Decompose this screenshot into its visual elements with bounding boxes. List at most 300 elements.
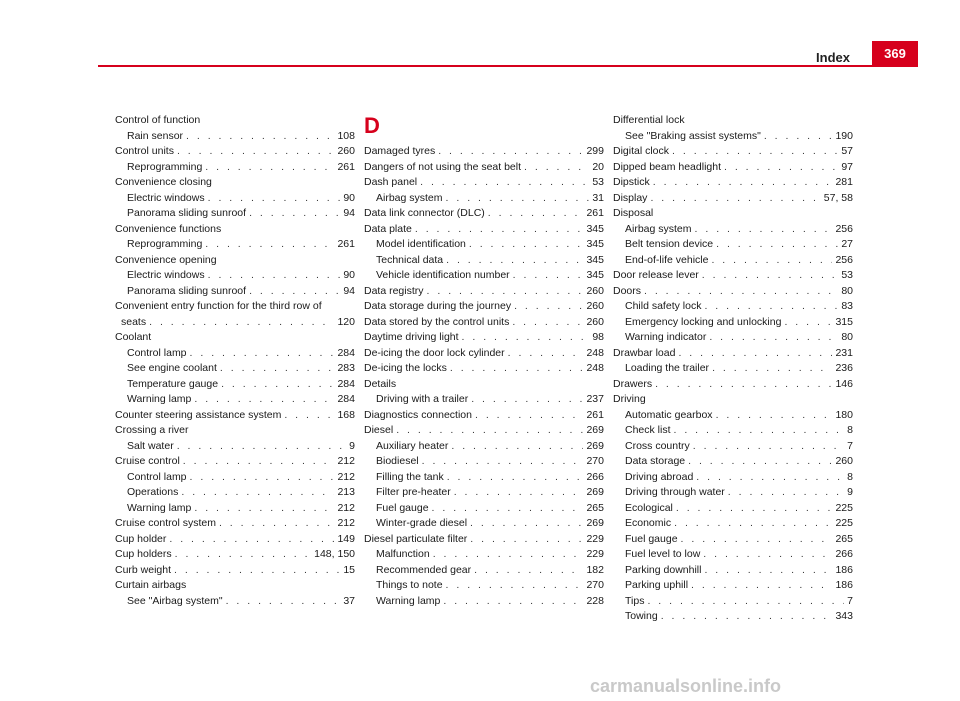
index-entry-label: Diesel particulate filter xyxy=(364,532,468,545)
leader-dots xyxy=(724,160,838,176)
index-entry-label: Economic xyxy=(625,517,672,529)
page-title: Index xyxy=(816,50,850,65)
index-entry-label: Daytime driving light xyxy=(364,331,459,343)
index-entry xyxy=(364,408,604,424)
index-entry-page: 343 xyxy=(835,610,853,622)
index-entry-page: 237 xyxy=(586,393,604,405)
index-entry-page: 345 xyxy=(586,269,604,281)
index-entry-label: Recommended gear xyxy=(376,563,472,576)
index-entry-label: Driving through water xyxy=(625,486,725,498)
leader-dots xyxy=(784,315,832,331)
index-entry-page: 180 xyxy=(835,408,853,421)
index-entry-label: Control lamp xyxy=(127,346,187,359)
index-entry-label: Control of function xyxy=(115,114,201,126)
header-rule xyxy=(98,65,918,67)
index-entry-label: Panorama sliding sunroof xyxy=(127,207,247,219)
index-entry-page: 248 xyxy=(586,346,604,359)
index-entry-label: Fuel gauge xyxy=(376,501,429,514)
index-entry-label: Auxiliary heater xyxy=(376,439,449,452)
index-entry-label: Drawers xyxy=(613,377,653,390)
index-entry xyxy=(115,470,355,486)
index-entry-label: Airbag system xyxy=(376,191,443,204)
index-entry-label: Electric windows xyxy=(127,191,205,204)
index-entry xyxy=(613,361,853,377)
index-entry-label: Parking downhill xyxy=(625,563,702,576)
leader-dots xyxy=(462,330,590,346)
index-entry xyxy=(364,330,604,346)
index-entry-label: Electric windows xyxy=(127,269,205,281)
index-entry-label: Filter pre-heater xyxy=(376,486,451,498)
index-entry xyxy=(613,330,853,346)
index-entry-page: 7 xyxy=(847,439,853,452)
index-entry-page: 31 xyxy=(592,191,604,204)
index-entry-page: 284 xyxy=(337,377,355,390)
index-entry-label: Dipped beam headlight xyxy=(613,160,721,173)
index-entry-page: 265 xyxy=(835,532,853,545)
index-entry xyxy=(364,377,604,393)
index-entry xyxy=(115,299,355,315)
index-entry-page: 212 xyxy=(337,470,355,483)
leader-dots xyxy=(220,361,335,377)
index-entry-label: Operations xyxy=(127,486,179,498)
index-entry xyxy=(115,392,355,408)
index-entry xyxy=(115,253,355,269)
index-entry-page: 148, 150 xyxy=(314,548,355,560)
index-entry xyxy=(115,175,355,191)
index-entry xyxy=(115,361,355,377)
leader-dots xyxy=(194,501,334,517)
index-entry-page: 80 xyxy=(841,284,853,297)
index-entry-page: 281 xyxy=(835,176,853,188)
index-entry-label: Details xyxy=(364,377,397,390)
index-entry xyxy=(364,206,604,222)
index-entry-label: Driving abroad xyxy=(625,470,694,483)
index-entry-label: Cup holders xyxy=(115,548,172,560)
index-entry-label: Doors xyxy=(613,284,642,297)
leader-dots xyxy=(194,392,334,408)
index-entry xyxy=(115,237,355,253)
index-entry xyxy=(115,547,355,563)
leader-dots xyxy=(221,377,334,393)
index-entry-page: 168 xyxy=(337,408,355,421)
leader-dots xyxy=(415,222,584,238)
index-entry xyxy=(364,222,604,238)
index-entry xyxy=(364,439,604,455)
leader-dots xyxy=(433,547,584,563)
index-entry-label: Malfunction xyxy=(376,548,430,560)
index-entry-page: 261 xyxy=(337,238,355,250)
index-entry xyxy=(613,563,853,579)
leader-dots xyxy=(438,144,583,160)
index-entry xyxy=(364,191,604,207)
leader-dots xyxy=(422,454,584,470)
index-entry-label: Warning lamp xyxy=(127,501,192,514)
index-entry-label: Rain sensor xyxy=(127,129,184,142)
index-entry xyxy=(613,237,853,253)
index-entry-label: Reprogramming xyxy=(127,160,203,173)
leader-dots xyxy=(474,563,583,579)
index-entry-page: 231 xyxy=(835,346,853,359)
index-entry-label: Belt tension device xyxy=(625,238,714,250)
index-entry-page: 269 xyxy=(586,486,604,498)
index-entry-page: 229 xyxy=(586,532,604,545)
index-entry-label: Temperature gauge xyxy=(127,377,219,390)
leader-dots xyxy=(693,439,844,455)
index-entry-label: Data link connector (DLC) xyxy=(364,207,485,219)
index-entry-page: 345 xyxy=(586,238,604,250)
leader-dots xyxy=(447,470,584,486)
index-entry-page: 186 xyxy=(835,579,853,591)
leader-dots xyxy=(177,439,346,455)
watermark: carmanualsonline.info xyxy=(590,676,782,696)
index-entry xyxy=(613,253,853,269)
index-entry-label: Control units xyxy=(115,145,174,157)
index-entry xyxy=(613,113,853,129)
index-entry xyxy=(115,284,355,300)
index-entry xyxy=(364,516,604,532)
leader-dots xyxy=(716,408,833,424)
index-entry-page: 97 xyxy=(841,160,853,173)
leader-dots xyxy=(190,346,335,362)
index-entry-page: 260 xyxy=(337,145,355,157)
index-entry xyxy=(364,532,604,548)
index-entry-page: 212 xyxy=(337,517,355,529)
index-entry-page: 83 xyxy=(841,300,853,312)
index-entry xyxy=(613,594,853,610)
index-entry xyxy=(115,160,355,176)
index-entry-label: See engine coolant xyxy=(127,362,217,374)
index-entry xyxy=(115,222,355,238)
leader-dots xyxy=(177,144,335,160)
index-entry-page: 94 xyxy=(343,207,355,219)
index-entry xyxy=(364,423,604,439)
leader-dots xyxy=(674,423,845,439)
index-entry xyxy=(613,299,853,315)
leader-dots xyxy=(655,377,832,393)
index-entry-label: Data storage xyxy=(625,455,686,467)
index-entry xyxy=(613,315,853,331)
index-entry xyxy=(115,578,355,594)
index-entry-label: Reprogramming xyxy=(127,238,203,250)
index-entry xyxy=(115,532,355,548)
index-entry-label: See "Airbag system" xyxy=(127,594,223,607)
leader-dots xyxy=(446,578,584,594)
index-entry xyxy=(613,485,853,501)
index-entry xyxy=(364,299,604,315)
index-entry-page: 260 xyxy=(586,300,604,312)
index-entry xyxy=(364,144,604,160)
leader-dots xyxy=(432,501,584,517)
index-entry xyxy=(364,501,604,517)
index-entry-label: Tips xyxy=(625,594,645,607)
index-entry xyxy=(613,377,853,393)
index-entry-label: Data stored by the control units xyxy=(364,315,510,328)
index-entry-label: Loading the trailer xyxy=(625,362,710,374)
leader-dots xyxy=(420,175,589,191)
index-entry-page: 57 xyxy=(841,145,853,157)
index-entry-label: De-icing the door lock cylinder xyxy=(364,346,505,359)
index-entry xyxy=(613,392,853,408)
index-entry-page: 9 xyxy=(847,486,853,498)
index-entry xyxy=(613,175,853,191)
index-entry xyxy=(115,206,355,222)
index-entry-label: Crossing a river xyxy=(115,424,189,436)
leader-dots xyxy=(208,268,341,284)
leader-dots xyxy=(174,563,340,579)
index-entry-page: 108 xyxy=(337,129,355,142)
index-entry xyxy=(364,594,604,610)
index-entry-label: Automatic gearbox xyxy=(625,408,713,421)
index-entry-label: Door release lever xyxy=(613,269,699,281)
index-entry-page: 260 xyxy=(586,284,604,297)
index-entry-page: 212 xyxy=(337,501,355,514)
index-entry xyxy=(613,144,853,160)
index-entry xyxy=(364,237,604,253)
index-entry-page: 225 xyxy=(835,517,853,529)
index-entry-label: Data registry xyxy=(364,284,424,297)
index-entry xyxy=(115,346,355,362)
index-entry-page: 284 xyxy=(337,393,355,405)
leader-dots xyxy=(704,563,832,579)
leader-dots xyxy=(175,547,312,563)
index-entry-page: 228 xyxy=(586,594,604,607)
index-entry xyxy=(364,160,604,176)
index-entry-page: 269 xyxy=(586,517,604,529)
index-entry xyxy=(613,268,853,284)
index-entry-page: 266 xyxy=(835,548,853,560)
index-entry-label: Cruise control system xyxy=(115,517,216,529)
index-entry xyxy=(364,563,604,579)
leader-dots xyxy=(676,501,833,517)
index-entry-label: Convenient entry function for the third row of xyxy=(115,300,322,312)
leader-dots xyxy=(644,284,838,300)
leader-dots xyxy=(712,361,832,377)
index-entry-page: 261 xyxy=(586,207,604,219)
index-column-1 xyxy=(115,113,355,609)
leader-dots xyxy=(190,470,335,486)
index-entry-label: End-of-life vehicle xyxy=(625,253,709,266)
index-entry xyxy=(364,268,604,284)
index-entry xyxy=(364,547,604,563)
index-entry-label: Cross country xyxy=(625,439,690,452)
index-entry-page: 213 xyxy=(337,486,355,498)
leader-dots xyxy=(716,237,838,253)
index-entry xyxy=(364,485,604,501)
leader-dots xyxy=(681,532,833,548)
leader-dots xyxy=(674,516,832,532)
index-entry-page: 9 xyxy=(349,439,355,452)
index-entry-label: Panorama sliding sunroof xyxy=(127,284,247,297)
leader-dots xyxy=(169,532,334,548)
index-entry-label: Diagnostics connection xyxy=(364,408,472,421)
index-entry-page: 225 xyxy=(835,501,853,514)
index-entry-page: 269 xyxy=(586,439,604,452)
index-entry-label: Cup holder xyxy=(115,532,167,545)
index-entry-page: 345 xyxy=(586,222,604,235)
index-entry-label: Driving xyxy=(613,393,646,405)
index-entry-page: 186 xyxy=(835,563,853,576)
index-entry xyxy=(364,253,604,269)
leader-dots xyxy=(396,423,583,439)
index-entry-page: 269 xyxy=(586,424,604,436)
leader-dots xyxy=(513,268,584,284)
index-entry-label: Towing xyxy=(625,610,658,622)
index-entry-page: 248 xyxy=(586,362,604,374)
index-entry-page: 256 xyxy=(835,253,853,266)
leader-dots xyxy=(249,284,340,300)
leader-dots xyxy=(696,470,844,486)
index-entry xyxy=(115,501,355,517)
leader-dots xyxy=(181,485,334,501)
leader-dots xyxy=(451,439,583,455)
index-entry xyxy=(364,578,604,594)
index-entry-page: 146 xyxy=(835,377,853,390)
leader-dots xyxy=(469,237,584,253)
index-entry-label: Fuel level to low xyxy=(625,548,701,560)
index-entry-label: Diesel xyxy=(364,424,394,436)
index-entry xyxy=(364,361,604,377)
leader-dots xyxy=(284,408,334,424)
index-entry-label: Drawbar load xyxy=(613,346,676,359)
index-entry-label: Convenience opening xyxy=(115,253,217,266)
leader-dots xyxy=(512,315,583,331)
index-entry xyxy=(115,485,355,501)
index-entry-label: Child safety lock xyxy=(625,300,702,312)
index-entry-label: Data storage during the journey xyxy=(364,300,512,312)
index-entry-label: Control lamp xyxy=(127,470,187,483)
index-entry xyxy=(364,454,604,470)
index-entry xyxy=(613,408,853,424)
leader-dots xyxy=(764,129,833,145)
leader-dots xyxy=(149,315,334,331)
index-entry-label: See "Braking assist systems" xyxy=(625,129,761,142)
leader-dots xyxy=(470,516,583,532)
leader-dots xyxy=(661,609,833,625)
index-entry-page: 256 xyxy=(835,222,853,235)
index-entry-page: 315 xyxy=(835,315,853,328)
index-entry xyxy=(115,268,355,284)
index-entry-label: Convenience closing xyxy=(115,176,212,188)
leader-dots xyxy=(691,578,832,594)
leader-dots xyxy=(471,392,583,408)
index-entry-page: 265 xyxy=(586,501,604,514)
index-entry-label: Technical data xyxy=(376,253,444,266)
index-entry xyxy=(613,470,853,486)
index-entry xyxy=(364,284,604,300)
index-entry xyxy=(613,516,853,532)
index-entry-label: Differential lock xyxy=(613,114,685,126)
index-entry-page: 57, 58 xyxy=(823,191,853,204)
leader-dots xyxy=(470,532,583,548)
index-entry-label: Curb weight xyxy=(115,563,172,576)
index-entry-label: Emergency locking and unlocking xyxy=(625,315,782,328)
index-entry-page: 284 xyxy=(337,346,355,359)
index-entry-label: Filling the tank xyxy=(376,470,444,483)
page-number: 369 xyxy=(872,41,918,65)
index-entry-label: Fuel gauge xyxy=(625,532,678,545)
index-entry-page: 8 xyxy=(847,470,853,483)
index-entry-page: 7 xyxy=(847,594,853,607)
index-entry-label: Coolant xyxy=(115,331,152,343)
index-entry-label: Airbag system xyxy=(625,222,692,235)
index-entry xyxy=(364,315,604,331)
index-entry xyxy=(613,160,853,176)
index-entry-page: 190 xyxy=(835,129,853,142)
index-entry xyxy=(613,191,853,207)
index-entry xyxy=(613,454,853,470)
leader-dots xyxy=(508,346,584,362)
index-entry xyxy=(115,408,355,424)
index-entry xyxy=(115,144,355,160)
leader-dots xyxy=(653,175,833,191)
index-entry xyxy=(613,439,853,455)
leader-dots xyxy=(454,485,584,501)
index-entry-label: Cruise control xyxy=(115,455,180,467)
index-column-2 xyxy=(364,114,604,609)
leader-dots xyxy=(208,191,341,207)
leader-dots xyxy=(443,594,583,610)
leader-dots xyxy=(647,594,844,610)
index-entry xyxy=(613,501,853,517)
leader-dots xyxy=(183,454,335,470)
index-entry-page: 53 xyxy=(592,176,604,188)
index-entry-label: Warning lamp xyxy=(127,393,192,405)
index-entry xyxy=(613,206,853,222)
leader-dots xyxy=(709,330,838,346)
index-entry-label: Convenience functions xyxy=(115,222,222,235)
index-entry-label: Damaged tyres xyxy=(364,145,436,157)
index-entry xyxy=(115,423,355,439)
index-entry-page: 270 xyxy=(586,579,604,591)
index-entry-page: 270 xyxy=(586,455,604,467)
leader-dots xyxy=(446,253,583,269)
index-entry-label: Ecological xyxy=(625,501,673,514)
index-entry xyxy=(364,346,604,362)
index-entry-label: Biodiesel xyxy=(376,455,419,467)
leader-dots xyxy=(249,206,340,222)
index-entry xyxy=(613,532,853,548)
index-entry-label: Warning lamp xyxy=(376,594,441,607)
index-entry-page: 120 xyxy=(337,315,355,328)
index-entry xyxy=(364,175,604,191)
index-entry-page: 283 xyxy=(337,362,355,374)
index-entry-page: 345 xyxy=(586,253,604,266)
index-entry-label: Vehicle identification number xyxy=(376,269,510,281)
leader-dots xyxy=(427,284,584,300)
leader-dots xyxy=(524,160,589,176)
index-entry-page: 212 xyxy=(337,455,355,467)
index-entry-label: Dangers of not using the seat belt xyxy=(364,160,522,173)
leader-dots xyxy=(219,516,335,532)
index-entry-label: Dash panel xyxy=(364,176,418,188)
index-entry-page: 260 xyxy=(835,455,853,467)
leader-dots xyxy=(703,547,832,563)
leader-dots xyxy=(728,485,844,501)
leader-dots xyxy=(702,268,839,284)
index-entry-label: Model identification xyxy=(376,238,466,250)
index-entry xyxy=(115,315,355,331)
index-entry-page: 149 xyxy=(337,532,355,545)
index-entry-page: 90 xyxy=(343,191,355,204)
leader-dots xyxy=(205,237,334,253)
index-column-3 xyxy=(613,113,853,625)
leader-dots xyxy=(650,191,820,207)
index-entry-label: Display xyxy=(613,191,648,204)
index-entry-label: Counter steering assistance system xyxy=(115,408,282,421)
index-entry-page: 20 xyxy=(592,160,604,173)
leader-dots xyxy=(475,408,583,424)
index-entry-label: Winter-grade diesel xyxy=(376,517,468,529)
